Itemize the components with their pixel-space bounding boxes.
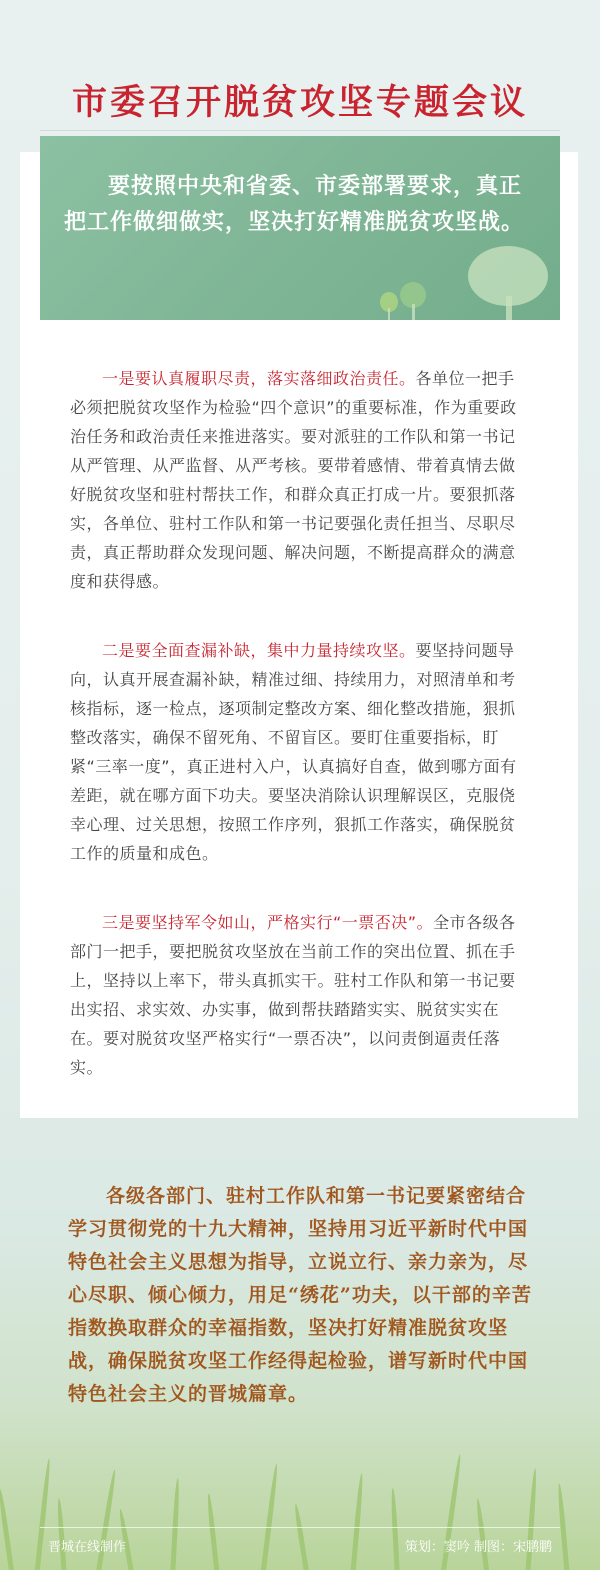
tree-illustration (448, 246, 558, 320)
paragraph-lead: 三是要坚持军令如山，严格实行“一票否决”。 (102, 913, 434, 932)
title-divider (40, 130, 560, 131)
tree-illustration (380, 286, 404, 320)
paragraph-1 (70, 364, 530, 596)
page-title: 市委召开脱贫攻坚专题会议 (71, 82, 528, 124)
paragraph-body: 各单位一把手必须把脱贫攻坚作为检验“四个意识”的重要标准，作为重要政治任务和政治责任来推进落实。要对派驻的工作队和第一书记从严管理、从严监督、从严考核。要带着感情、带着真情去做好脱贫攻坚和驻村帮扶工作，和群众真正打成一片。要狠抓落实，各单位、驻村工作队和第一书记要强化责任担当、尽职尽责，真正帮助群众发现问题、解决问题，不断提高群众的满意度和获得感。 (70, 369, 517, 591)
paragraph-3 (70, 908, 530, 1082)
closing-paragraph: 各级各部门、驻村工作队和第一书记要紧密结合学习贯彻党的十九大精神，坚持用习近平新时代中国特色社会主义思想为指导，立说立行、亲力亲为，尽心尽职、倾心倾力，用足“绣花”功夫，以干部的辛苦指数换取群众的幸福指数，坚决打好精准脱贫攻坚战，确保脱贫攻坚工作经得起检验，谱写新时代中国特色社会主义的晋城篇章。 (68, 1185, 532, 1405)
paragraph-2 (70, 636, 530, 868)
tree-illustration (400, 276, 440, 320)
footer (40, 1536, 560, 1558)
paragraph-lead: 一是要认真履职尽责，落实落细政治责任。 (102, 369, 416, 388)
paragraph-body: 全市各级各部门一把手，要把脱贫攻坚放在当前工作的突出位置、抓在手上，坚持以上率下，带头真抓实干。驻村工作队和第一书记要出实招、求实效、办实事，做到帮扶踏踏实实、脱贫实实在在。要对脱贫攻坚严格实行“一票否决”，以问责倒逼责任落实。 (70, 913, 516, 1077)
paragraph-lead: 二是要全面查漏补缺，集中力量持续攻坚。 (102, 641, 416, 660)
paragraph-body: 要坚持问题导向，认真开展查漏补缺，精准过细、持续用力，对照清单和考核指标，逐一检点，逐项制定整改方案、细化整改措施，狠抓整改落实，确保不留死角、不留盲区。要盯住重要指标，盯紧“三率一度”，真正进村入户，认真搞好自查，做到哪方面有差距，就在哪方面下功夫。要坚决消除认识理解误区，克服侥幸心理、过关思想，按照工作序列，狠抓工作落实，确保脱贫工作的质量和成色。 (70, 641, 517, 863)
summary-banner (40, 136, 560, 320)
producer-label: 晋城在线制作 (48, 1540, 127, 1555)
banner-text: 要按照中央和省委、市委部署要求，真正把工作做细做实，坚决打好精准脱贫攻坚战。 (64, 173, 525, 235)
credits-label: 策划：窦吟 制图：宋鹏鹏 (404, 1540, 552, 1555)
footer-divider (40, 1527, 560, 1528)
